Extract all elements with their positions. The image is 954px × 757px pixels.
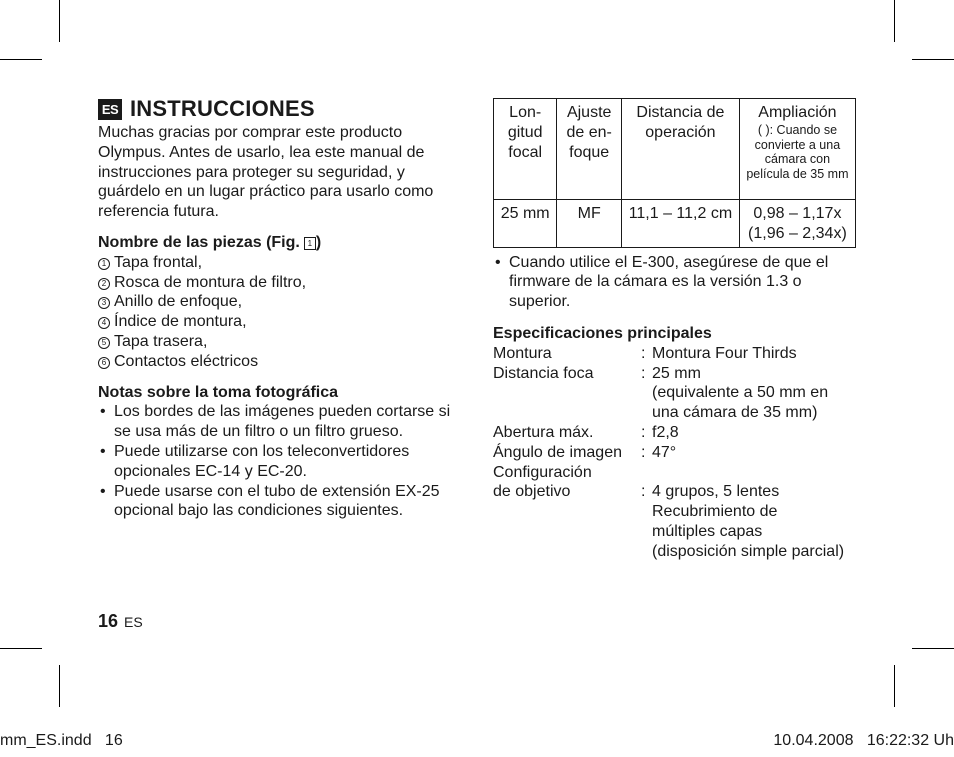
table-header-focus: Ajuste de en- foque <box>557 99 622 200</box>
notes-list <box>98 402 463 521</box>
crop-mark <box>894 0 895 42</box>
crop-mark <box>0 648 42 649</box>
spec-row: (disposición simple parcial) <box>652 542 845 560</box>
spec-row: Distancia foca : 25 mm <box>493 364 701 382</box>
parts-list-item: 4 Índice de montura, <box>98 312 463 332</box>
parts-list-item: 6 Contactos eléctricos <box>98 352 463 372</box>
figure-number-icon: 1 <box>304 237 316 250</box>
parts-list-item: 3 Anillo de enfoque, <box>98 292 463 312</box>
print-slug-filename: mm_ES.indd 16 <box>0 732 123 749</box>
spec-row: Recubrimiento de <box>652 503 778 521</box>
crop-mark <box>894 665 895 707</box>
notes-heading: Notas sobre la toma fotográfica <box>98 383 339 401</box>
spec-row: Abertura máx. : f2,8 <box>493 423 679 441</box>
crop-mark <box>0 59 42 60</box>
table-cell-magnification: 0,98 – 1,17x (1,96 – 2,34x) <box>739 200 855 248</box>
parts-heading: Nombre de las piezas (Fig. 1 ) <box>98 233 322 251</box>
spec-row: una cámara de 35 mm) <box>652 404 818 422</box>
table-cell-focal: 25 mm <box>494 200 557 248</box>
circled-number-icon: 6 <box>98 357 110 369</box>
spec-row: Ángulo de imagen : 47° <box>493 443 677 461</box>
list-item: • Puede usarse con el tubo de extensión EX-25 opcional bajo las condiciones siguientes. <box>98 482 463 522</box>
right-column <box>493 98 858 562</box>
list-item: • Puede utilizarse con los teleconvertidores opcionales EC-14 y EC-20. <box>98 442 463 482</box>
spec-row: Configuración <box>493 463 592 481</box>
parts-list <box>98 253 463 372</box>
table-cell-focus: MF <box>557 200 622 248</box>
page-number: 16 <box>98 611 119 631</box>
section-title <box>98 96 463 122</box>
firmware-note: • Cuando utilice el E-300, asegúrese de que el firmware de la cámara es la versión 1.3 o superior. <box>493 253 849 312</box>
crop-mark <box>59 0 60 42</box>
left-column <box>98 96 463 521</box>
table-header-magnification: Ampliación ( ): Cuando se convierte a una cámara con película de 35 mm <box>739 99 855 200</box>
parts-list-item: 5 Tapa trasera, <box>98 332 463 352</box>
circled-number-icon: 3 <box>98 297 110 309</box>
print-slug-timestamp: 10.04.2008 16:22:32 Uh <box>773 732 954 749</box>
language-badge: ES <box>98 99 122 120</box>
parts-list-item: 2 Rosca de montura de filtro, <box>98 273 463 293</box>
specs-list <box>493 344 858 562</box>
firmware-note-list <box>493 253 858 312</box>
page-language: ES <box>124 614 143 630</box>
crop-mark <box>912 648 954 649</box>
circled-number-icon: 4 <box>98 317 110 329</box>
circled-number-icon: 1 <box>98 258 110 270</box>
spec-row: de objetivo : 4 grupos, 5 lentes <box>493 483 780 501</box>
spec-row: múltiples capas <box>652 522 763 540</box>
table-row <box>494 200 856 248</box>
magnification-note: ( ): Cuando se convierte a una cámara con película de 35 mm <box>746 122 849 182</box>
circled-number-icon: 2 <box>98 278 110 290</box>
page-title: INSTRUCCIONES <box>130 96 315 122</box>
intro-paragraph: Muchas gracias por comprar este producto Olympus. Antes de usarlo, lea este manual de instrucciones para proteger su seguridad, y guárdelo en un lugar práctico para usarlo como referencia futura. <box>98 124 434 221</box>
crop-mark <box>912 59 954 60</box>
parts-list-item: 1 Tapa frontal, <box>98 253 463 273</box>
list-item: • Los bordes de las imágenes pueden cortarse si se usa más de un filtro o un filtro grueso. <box>98 402 463 442</box>
table-header-distance: Distancia de operación <box>622 99 740 200</box>
magnification-table <box>493 98 856 248</box>
table-header-focal-length: Lon- gitud focal <box>494 99 557 200</box>
table-header-row <box>494 99 856 200</box>
spec-row: (equivalente a 50 mm en <box>652 384 829 402</box>
table-cell-distance: 11,1 – 11,2 cm <box>622 200 740 248</box>
spec-row: Montura : Montura Four Thirds <box>493 344 797 362</box>
specs-heading: Especificaciones principales <box>493 324 712 342</box>
circled-number-icon: 5 <box>98 337 110 349</box>
page-footer <box>98 612 143 633</box>
crop-mark <box>59 665 60 707</box>
